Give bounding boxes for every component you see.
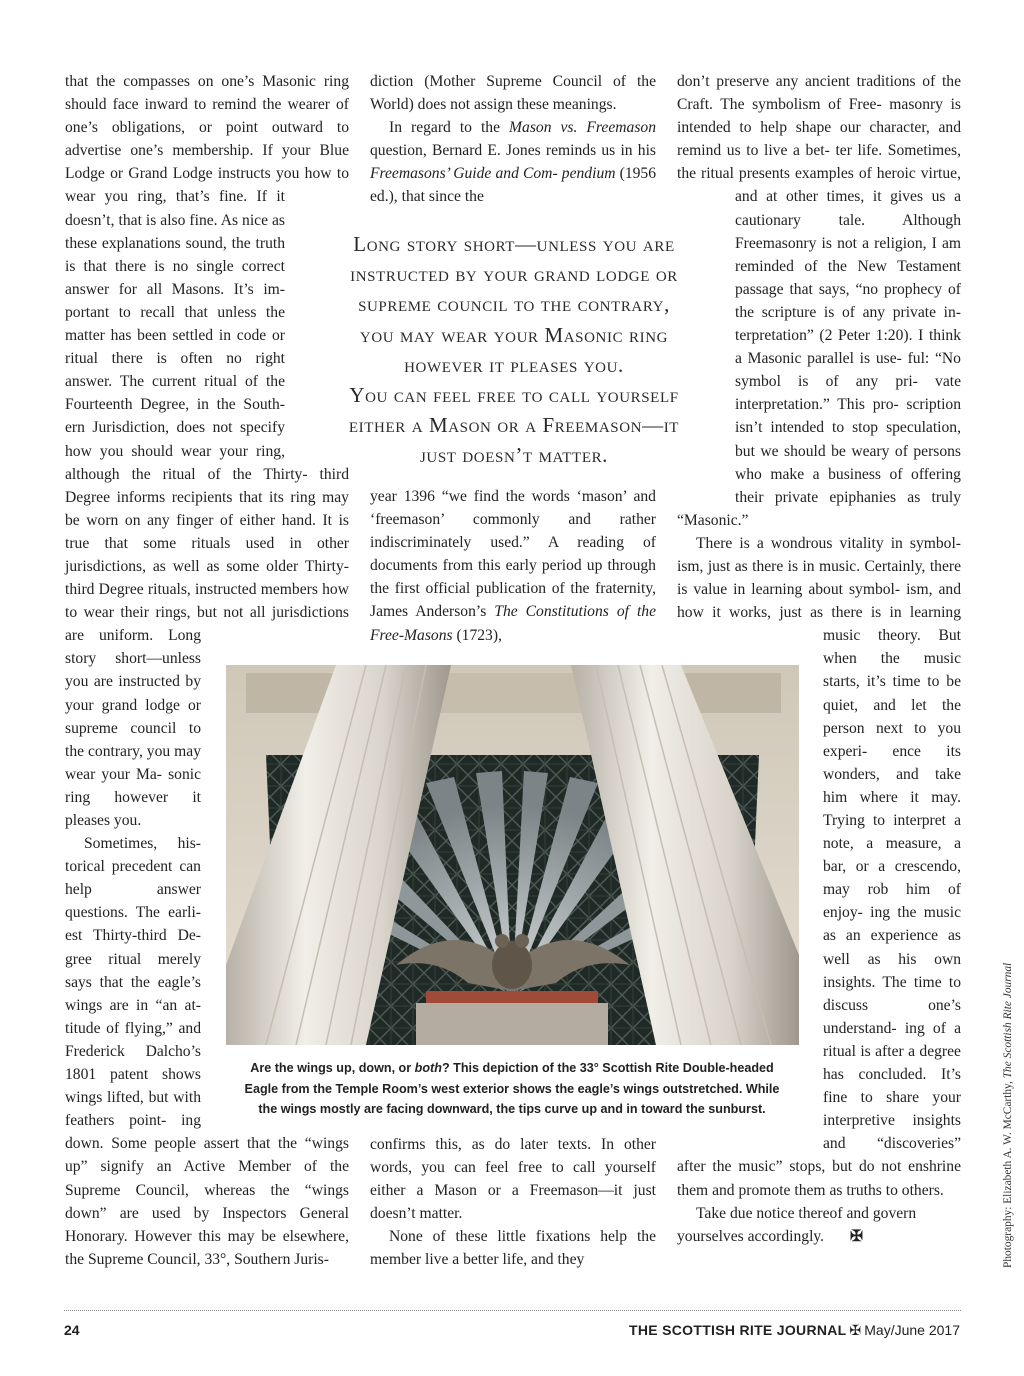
text-line: ism, just as there is in music. Certainly, (677, 557, 926, 575)
text-line: times, it gives us a cautionary (735, 188, 961, 229)
text-line: Honorary. However this may be elsewhere, (65, 1227, 349, 1245)
text-line: ful: “No symbol is of any pri- (735, 350, 961, 391)
text-line: the member live a better life, and they (370, 1228, 656, 1269)
text-line: words, you can feel free to call yourself (370, 1159, 656, 1177)
text-line: ern Jurisdiction, does not specify (65, 419, 285, 437)
text-line: the Supreme Council, 33°, Southern Juris- (65, 1250, 329, 1268)
pull-quote-line: supreme council to the contrary, (358, 292, 670, 317)
text-line: wings are in “an at- (65, 996, 201, 1014)
text-line: a crescendo, may (823, 858, 962, 899)
text-line: terpretation” (2 Peter 1:20). I (735, 327, 924, 345)
col3-paragraph-3 (677, 1202, 961, 1248)
text-line: portant to recall that unless the (65, 303, 285, 321)
text-line: through the first official publication (370, 557, 656, 598)
text-line: gree ritual merely (65, 950, 201, 968)
text-line: the music starts, (823, 650, 961, 691)
text-line: doesn’t matter. (370, 1205, 463, 1223)
text-line: vate interpretation.” This pro- (735, 373, 961, 414)
text-line: tale. Although Freemasonry is (735, 211, 961, 252)
cross-mark-icon: ✠ (849, 1322, 862, 1338)
text-line: or ritual there is often no right (65, 327, 285, 368)
col2-paragraph-1 (370, 70, 656, 116)
text-line: concluded. It’s fine (823, 1066, 961, 1107)
text-line: measure, a bar, or (823, 835, 961, 876)
text-line: and let the person (823, 696, 961, 737)
end-mark-icon: ✠ (850, 1227, 864, 1245)
text-line: is that there is no single correct (65, 257, 285, 275)
column-2-bottom (370, 1133, 656, 1272)
text-line: scripture is of any private in- (761, 303, 961, 321)
text-line: that says, “no prophecy of the (735, 280, 961, 321)
text-line: rob him of enjoy- (823, 881, 961, 922)
text-line: truly “Masonic.” (677, 488, 961, 529)
text-line: est Thirty-third De- (65, 927, 201, 945)
col2-paragraph-3 (370, 1133, 656, 1225)
text-line: examples of heroic virtue, and at other (735, 165, 961, 206)
text-line: questions. The earli- (65, 904, 201, 922)
text-line: the Supreme Council, whereas the “wings (65, 1158, 349, 1199)
text-line: after a degree has (823, 1042, 961, 1084)
text-line: Take due notice thereof and govern (696, 1204, 917, 1222)
text-line: with feathers point- (65, 1089, 201, 1130)
text-line: of one’s obligations, or point outward to (65, 96, 349, 137)
photo-caption: Are the wings up, down, or both? This depiction of the 33° Scottish Rite Double-headed Eagle from the Temple Room’s west exterior shows the eagle’s wings outstretched. While the wings mostly are facing downward, the tips curve up and in toward the sunburst. (244, 1061, 780, 1117)
text-line: ing the music as an (823, 904, 961, 945)
text-line: short—unless you (65, 650, 201, 691)
col2-paragraph-2-continued: year 1396 “we find the words ‘mason’ and ‘freemason’ commonly and rather indiscriminately used.” A reading of documents from this early period up through the first official publication of the fraternity, James Anderson’s The Constitutions of the Free-Masons (1723), (370, 488, 656, 644)
text-line: says that the eagle’s (65, 973, 201, 991)
text-line: answer for all Masons. It’s im- (65, 280, 285, 298)
text-line: and ‘freemason’ commonly and rather (370, 488, 656, 529)
text-line: hand. It is true that some rituals used in (65, 511, 349, 552)
col2-paragraph-2: In regard to the Mason vs. Freemason question, Bernard E. Jones reminds us in his Freemasons’ Guide and Com- pendium (1956 ed.), that since the (370, 119, 657, 206)
text-line: matter has been settled in code (65, 327, 267, 345)
text-line: all jurisdictions are uniform. Long story (65, 604, 349, 668)
text-line: either a Mason or a Freemason—it just (370, 1182, 656, 1200)
text-line: ing down. Some people assert that the (65, 1112, 298, 1153)
pull-quote (296, 229, 732, 471)
text-line: Fourteenth Degree, in the South- (65, 396, 285, 414)
text-line: one’s understand- (823, 996, 961, 1037)
text-line: do not enshrine them and promote them (677, 1158, 961, 1199)
text-line: that the compasses on one’s Masonic ring (65, 73, 349, 90)
text-line: it may. Trying to (823, 788, 961, 829)
text-line: ring may be worn on any finger of either (65, 488, 349, 529)
text-line: masonry is intended to help shape our (677, 96, 961, 137)
text-line: explanations sound, the truth (101, 234, 285, 252)
text-line: down” are used by Inspectors General (65, 1204, 349, 1222)
text-line: “wings up” signify an Active Member of (65, 1135, 349, 1176)
temple-columns-eagle-photo (226, 665, 799, 1045)
text-line: torical precedent (65, 858, 173, 876)
text-line: yourselves accordingly. (677, 1227, 825, 1245)
text-line: speculation, but we should be (735, 419, 961, 460)
text-line: answer. The current ritual of the (65, 373, 285, 391)
pull-quote-line: instructed by your grand lodge or (350, 262, 678, 287)
text-line: experience as well (823, 927, 961, 968)
text-line: and take him where (823, 765, 961, 806)
journal-name: THE SCOTTISH RITE JOURNAL (629, 1322, 847, 1338)
text-line: it’s time to be quiet, (823, 673, 961, 714)
text-line: “discoveries” after the music” stops, but (677, 1135, 961, 1176)
text-line: indiscriminately used.” A reading of (370, 534, 656, 552)
text-line: diction (Mother Supreme Council of the (370, 73, 656, 90)
text-line: in learning music (823, 604, 962, 645)
text-line: should face inward to remind the wearer (65, 96, 330, 114)
text-line: think a Masonic parallel is use- (735, 327, 961, 368)
text-line: The time to discuss (823, 973, 961, 1014)
text-line: weary of persons who make a business (735, 442, 961, 483)
text-line: Lodge or Grand Lodge instructs you how (65, 165, 332, 183)
journal-footer (629, 1320, 960, 1340)
text-line: it pleases you. (65, 788, 201, 829)
text-line: third Degree informs recipients that its (65, 465, 349, 506)
text-line: of offering their private epiphanies as (735, 465, 961, 506)
text-line: None of these little fixations help (389, 1228, 628, 1246)
text-line: may wear your Ma- (65, 742, 201, 783)
text-line: Thirty-third Degree rituals, instructed (65, 557, 349, 599)
text-line: wings lifted, but (65, 1089, 169, 1107)
text-line: as truths to others. (829, 1181, 944, 1199)
text-line: Sometimes, his- (84, 835, 201, 853)
text-line: that is also fine. As nice as these (65, 211, 285, 252)
text-line: don’t preserve any ancient traditions (677, 73, 916, 90)
text-line: ter life. Sometimes, the ritual presents (677, 142, 961, 183)
text-line: advertise one’s membership. If your Blue (65, 142, 349, 160)
text-line: ence its wonders, (823, 742, 961, 783)
text-line: how you should wear your ring, (65, 442, 285, 460)
text-line: There is a wondrous vitality in symbol- (696, 534, 961, 552)
text-line: ism, and how it works, just as there is (677, 581, 962, 622)
issue-date: May/June 2017 (864, 1322, 960, 1338)
text-line: of the New Testament passage (735, 257, 961, 298)
text-line: supreme council to (65, 719, 201, 737)
text-line: to wear you ring, that’s fine. If it doesn’t, (65, 165, 349, 229)
text-line: to share your interpretive insights and (823, 1089, 961, 1153)
text-line: are instructed by (93, 673, 201, 691)
text-line: titude of flying,” and (65, 1019, 201, 1037)
text-line: there is value in learning about symbol- (677, 557, 961, 599)
text-line: interpret a note, a (823, 812, 962, 853)
photo-credit: Photography: Elizabeth A. W. McCarthy, The Scottish Rite Journal (1002, 962, 1014, 1268)
column-2-middle (370, 485, 656, 647)
text-line: documents from this early period up (370, 557, 603, 575)
text-line: next to you experi- (823, 719, 961, 760)
text-line: World) does not assign these meanings. (370, 96, 617, 114)
column-2-top (370, 70, 656, 209)
text-line: Frederick Dalcho’s (65, 1042, 201, 1060)
text-line: year 1396 “we find the words ‘mason’ (370, 488, 627, 505)
page-number: 24 (64, 1322, 80, 1338)
text-line: theory. But when (823, 627, 961, 668)
text-line: members how to wear their rings, but not (65, 581, 349, 622)
text-line: of the Craft. The symbolism of Free- (677, 73, 961, 114)
text-line: your grand lodge or (65, 696, 201, 714)
text-line: sonic ring however (65, 765, 201, 806)
pull-quote-line: either a Mason or a Freemason—it (348, 413, 680, 438)
text-line: the contrary, you (65, 742, 171, 760)
col2-paragraph-4 (370, 1225, 656, 1271)
footer-rule (64, 1310, 961, 1311)
text-line: 1801 patent shows (65, 1066, 201, 1084)
text-line: scription isn’t intended to stop (735, 396, 961, 437)
text-line: although the ritual of the Thirty- (65, 465, 308, 483)
text-line: confirms this, as do later texts. In other (370, 1136, 656, 1153)
text-line: can help answer (65, 858, 201, 899)
text-line: other jurisdictions, as well as some older (65, 534, 349, 575)
text-line: ing of a ritual is (823, 1019, 961, 1060)
pull-quote-line: just doesn’t matter. (419, 443, 609, 468)
text-line: character, and remind us to live a bet- (677, 119, 961, 160)
text-line: as his own insights. (823, 950, 961, 991)
pull-quote-line: Long story short—unless you are (353, 232, 675, 256)
pull-quote-line: however it pleases you. (404, 352, 624, 377)
pull-quote-line: You can feel free to call yourself (349, 383, 679, 408)
pull-quote-line: you may wear your Masonic ring (359, 322, 669, 347)
text-line: not a religion, I am reminded (735, 234, 962, 275)
photo-illustration (226, 665, 799, 1045)
